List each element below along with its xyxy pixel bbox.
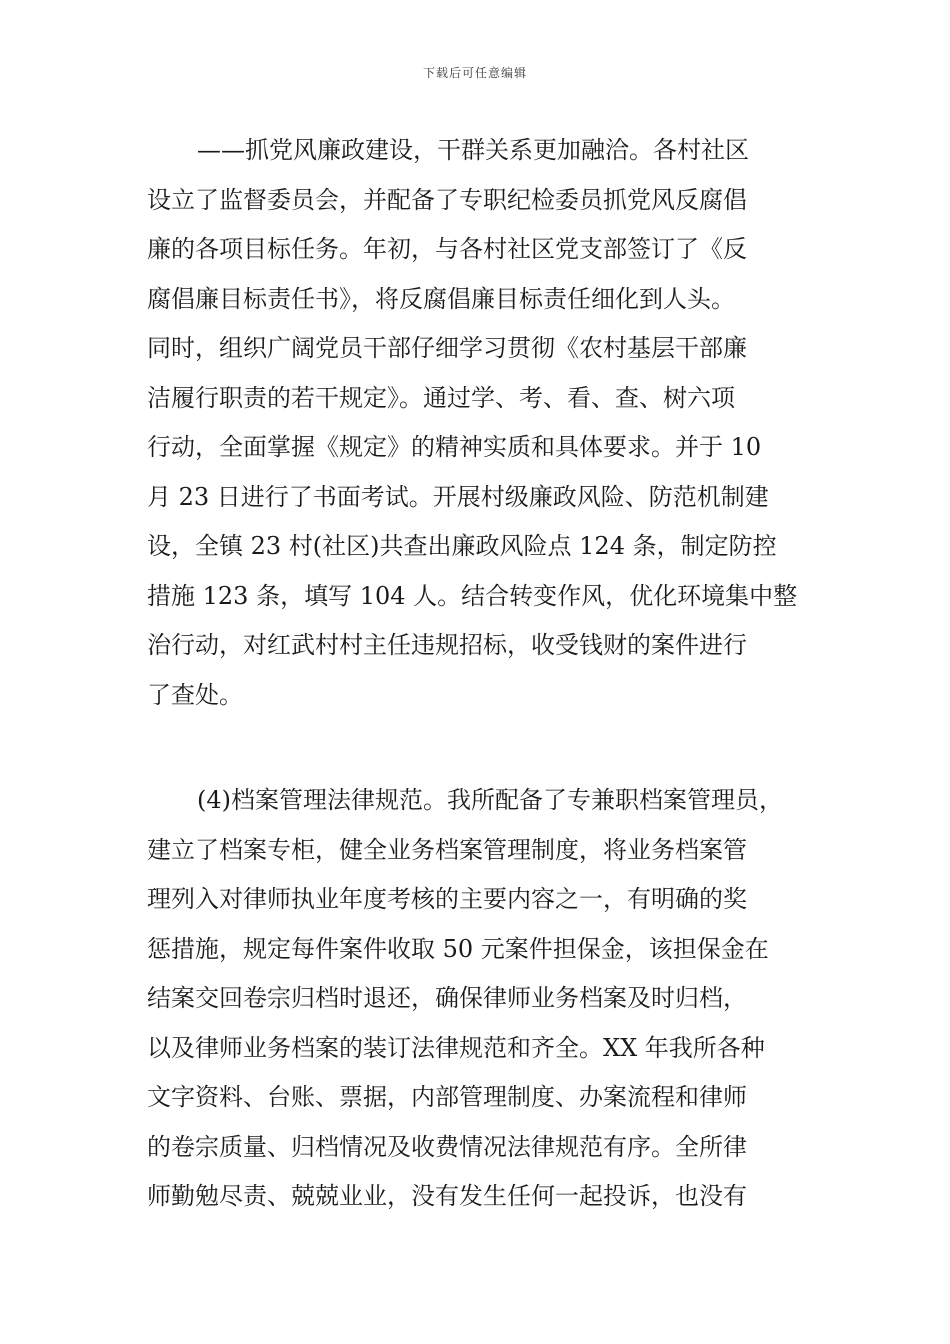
paragraph-line: 文字资料、台账、票据，内部管理制度、办案流程和律师	[147, 1083, 747, 1111]
paragraph-line: 治行动，对红武村村主任违规招标，收受钱财的案件进行	[147, 631, 747, 659]
paragraph-line: 结案交回卷宗归档时退还，确保律师业务档案及时归档，	[147, 984, 747, 1012]
paragraph-line: 师勤勉尽责、兢兢业业，没有发生任何一起投诉，也没有	[147, 1182, 747, 1210]
paragraph-line: 行动，全面掌握《规定》的精神实质和具体要求。并于 10	[147, 433, 762, 461]
paragraph-line: ——抓党风廉政建设，干群关系更加融洽。各村社区	[197, 136, 749, 164]
paragraph-line: 同时，组织广阔党员干部仔细学习贯彻《农村基层干部廉	[147, 334, 747, 362]
paragraph-archive-management	[147, 776, 809, 1222]
paragraph-line: 月 23 日进行了书面考试。开展村级廉政风险、防范机制建	[147, 482, 769, 511]
paragraph-party-conduct	[147, 126, 809, 720]
paragraph-line: 设，全镇 23 村(社区)共查出廉政风险点 124 条，制定防控	[147, 532, 777, 560]
paragraph-line: 的卷宗质量、归档情况及收费情况法律规范有序。全所律	[147, 1132, 747, 1161]
paragraph-line: 洁履行职责的若干规定》。通过学、考、看、查、树六项	[147, 383, 735, 412]
paragraph-line: 设立了监督委员会，并配备了专职纪检委员抓党风反腐倡	[147, 185, 747, 214]
paragraph-line: (4)档案管理法律规范。我所配备了专兼职档案管理员，	[197, 786, 783, 814]
paragraph-line: 腐倡廉目标责任书》，将反腐倡廉目标责任细化到人头。	[147, 284, 735, 313]
header-note: 下载后可任意编辑	[422, 66, 527, 80]
paragraph-line: 以及律师业务档案的装订法律规范和齐全。XX 年我所各种	[147, 1033, 765, 1062]
paragraph-line: 措施 123 条，填写 104 人。结合转变作风，优化环境集中整	[147, 581, 798, 610]
paragraph-line: 廉的各项目标任务。年初，与各村社区党支部签订了《反	[147, 235, 747, 263]
paragraph-line: 理列入对律师执业年度考核的主要内容之一，有明确的奖	[147, 885, 747, 913]
paragraph-line: 建立了档案专柜，健全业务档案管理制度，将业务档案管	[147, 835, 747, 864]
paragraph-line: 了查处。	[147, 680, 243, 709]
paragraph-line: 惩措施，规定每件案件收取 50 元案件担保金，该担保金在	[147, 934, 769, 963]
